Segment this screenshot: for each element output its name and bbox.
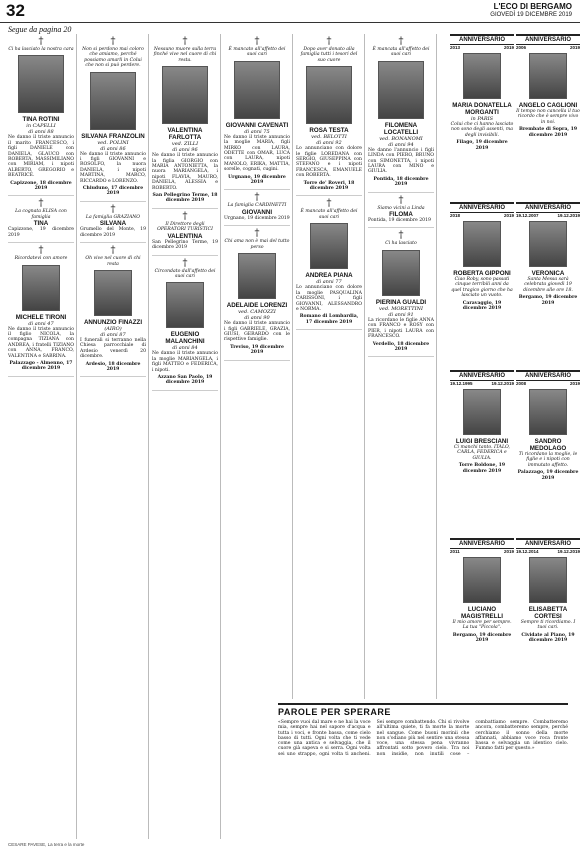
deceased-name: EUGENIO MALANCHINI: [165, 331, 205, 346]
anniversary-name: ROBERTA GIPPONI: [453, 270, 511, 277]
anniversary-notice: [450, 370, 514, 474]
footer-credit: CESARE PAVESE, La terra e la morte: [8, 842, 85, 847]
anniversary-label: ANNIVERSARIO: [450, 370, 514, 381]
cross-icon: †: [254, 192, 260, 204]
cross-icon: †: [110, 245, 116, 257]
deceased-name: FILOMA: [389, 211, 413, 219]
notice-intro: Non si perdono mai coloro che amiamo, perché possiamo amarli in Colui che non si può perdere.: [82, 47, 144, 69]
obituary-notice: [152, 209, 218, 256]
cross-icon: †: [326, 36, 332, 47]
notice-intro: È mancato all'affetto dei suoi cari: [228, 47, 286, 58]
portrait-photo: [306, 66, 352, 124]
anniversary-signature: Filago, 19 dicembre 2019: [456, 140, 508, 151]
notice-intro: È mancata all'affetto dei suoi cari: [372, 47, 430, 58]
obituary-notice: [224, 226, 290, 360]
deceased-age: di anni 96: [172, 147, 198, 154]
notice-body: Grumello del Monte, 19 dicembre 2019: [80, 227, 146, 238]
notice-intro: La cognata ELISA con famiglia: [15, 209, 67, 220]
obituary-notice: [8, 243, 74, 377]
anniversary-signature: Cividate al Piano, 19 dicembre 2019: [521, 632, 575, 644]
anniversary-year: 2008: [516, 381, 527, 386]
notice-intro: Ci ha lasciato la nostra cara: [8, 47, 74, 52]
obituary-notice: [152, 256, 218, 391]
anniversary-year: 2006: [516, 45, 527, 50]
anniversary-year: 2019: [503, 45, 514, 50]
anniversary-year: 19.12.2019: [557, 213, 580, 218]
anniversary-text: Colui che ci hanno lasciato non sono degli assenti, ma degli invisibili.: [450, 122, 514, 138]
cross-icon: †: [182, 36, 188, 47]
notice-signature: Ardesio, 18 dicembre 2019: [85, 361, 141, 372]
notice-body: Urgnano, 19 dicembre 2019: [224, 215, 290, 221]
notice-signature: Azzano San Paolo, 19 dicembre 2019: [157, 374, 213, 386]
cross-icon: †: [326, 198, 332, 210]
portrait-photo: [18, 55, 64, 113]
anniversary-notice: [450, 202, 514, 311]
notice-signature: Romano di Lombardia, 17 dicembre 2019: [299, 314, 359, 325]
notice-intro: Ci ha lasciato: [385, 241, 417, 247]
cross-icon: †: [254, 228, 260, 240]
parole-per-sperare: [278, 703, 568, 845]
anniversary-year: 19.12.2007: [516, 213, 539, 218]
cross-icon: †: [182, 210, 188, 222]
parole-title: PAROLE PER SPERARE: [278, 707, 391, 717]
anniversary-notice: [450, 538, 514, 644]
deceased-name: SILVANA: [99, 220, 127, 228]
anniversary-text: Il tempo non cancella il tuo ricordo che è sempre vivo in noi.: [516, 109, 580, 125]
cross-icon: †: [38, 245, 44, 257]
notice-signature: Urgnano, 19 dicembre 2019: [228, 174, 286, 186]
anniversary-notice: [516, 538, 580, 644]
notice-signature: Treviso, 19 dicembre 2019: [230, 344, 284, 356]
obituary-notice: [80, 34, 146, 202]
deceased-subname: ved. ZILLI: [171, 141, 199, 148]
obituary-column: [224, 34, 290, 699]
obituary-notice: [152, 34, 218, 209]
deceased-name: ANNUNZIO FINAZZI: [83, 318, 143, 326]
notice-intro: Circondato dall'affetto dei suoi cari: [154, 268, 216, 279]
anniversary-label: ANNIVERSARIO: [450, 538, 514, 549]
notice-signature: Torre de' Roveri, 18 dicembre 2019: [303, 180, 355, 192]
obituary-notice: [296, 34, 362, 196]
deceased-name: TINA ROTINI: [22, 116, 60, 124]
anniversary-year: 2011: [450, 549, 460, 554]
anniversary-label: ANNIVERSARIO: [450, 202, 514, 213]
anniversary-years: [516, 213, 580, 218]
notice-body: Ne danno il triste annuncio il figlio NICOLA, la compagna TIZIANA con ANDREA, i fratelli TIZIANO con ANNA, FRANCO, VALENTINA e SABRINA.: [8, 326, 74, 359]
deceased-name: VALENTINA: [167, 232, 203, 240]
deceased-age: di anni 75: [244, 128, 270, 135]
deceased-age: di anni 92: [316, 140, 342, 147]
anniversary-year: 19.12.2019: [557, 549, 580, 554]
cross-icon: †: [182, 257, 188, 269]
deceased-name: ANDREA PIANA: [305, 272, 353, 280]
notice-body: Lo annunciano con dolore le figlie LOREDANA con SERGIO, GIUSEPPINA con STEFANO e i nipoti FRANCESCA, EMANUELE con ROBERTA.: [296, 146, 362, 179]
notice-intro: Chi ama non è mai del tutto perso: [224, 239, 290, 250]
cross-icon: †: [110, 203, 116, 215]
deceased-name: GIOVANNI: [241, 208, 273, 216]
obituary-notice: [80, 202, 146, 243]
notice-signature: San Pellegrino Terme, 18 dicembre 2019: [152, 193, 218, 204]
deceased-age: di anni 77: [316, 279, 342, 286]
portrait-photo: [529, 389, 567, 435]
anniversary-years: [450, 213, 514, 218]
notice-signature: Capizzone, 18 dicembre 2019: [10, 180, 72, 192]
anniversary-label: ANNIVERSARIO: [516, 538, 580, 549]
portrait-photo: [238, 253, 276, 299]
cross-icon: †: [254, 36, 260, 47]
anniversary-notice: [450, 34, 514, 151]
anniversary-text: Ciao Roby, sono passati cinque terribili anni da quel tragico giorno che ha lasciato un vuoto.: [451, 277, 513, 299]
anniversary-text: Ti ricordano la moglie, le figlie e i nipoti con immutato affetto.: [518, 452, 578, 468]
publication-date: GIOVEDÌ 19 DICEMBRE 2019: [490, 12, 572, 18]
anniversary-year: 2019: [569, 381, 580, 386]
deceased-subname: (AIRO): [104, 325, 122, 332]
deceased-name: VALENTINA FARLOTTA: [167, 127, 203, 142]
obituary-notice: [80, 243, 146, 377]
portrait-photo: [162, 66, 208, 124]
deceased-name: SILVANA FRANZOLIN: [81, 132, 145, 140]
notice-intro: Ricordatevi con amore: [14, 256, 68, 262]
obituary-column: [152, 34, 218, 839]
cross-icon: †: [110, 36, 116, 47]
anniversary-notice: [516, 370, 580, 481]
notice-body: Ne danno il triste annuncio la moglie MARIA, figli MIRKO con LAURA, ODETTE con OMAR, LUCA con LAURA, nipoti MANOLO, ERIKA, MATTIA, sorelle, cognati, cugini.: [224, 134, 290, 173]
portrait-photo: [463, 53, 501, 99]
deceased-subname: ved. MORETTINI: [379, 305, 423, 312]
anniversary-label: ANNIVERSARIO: [516, 202, 580, 213]
notice-intro: Siamo vicini a Linda: [377, 205, 425, 211]
portrait-photo: [378, 61, 424, 119]
parole-text: «Sempre vuoi dal mare e ne hai la voce mia, sempre hai nel sapore d'acqua e tutta i voci, e fronte bassa, come cielo basso di tutti. Ogni volta che ti vede come una antica e selvaggia, che il cuore già sapeva e si serra. Ogni volta sei uno strappo, ogni volta ti ancheni. Sei sempre combattendo. Chi si rivolve all'ultima quiete, ti fa morte la morte nel sangue. Come buoni morinii che non s'odiano più nel sentire una stessa voce, una stessa pena vivranno affrontati sotto povero cielo. Tra noi non insidie, non inutili cose – combattiamo sempre. Combatteremo ancora, combatteremo sempre, perché cerchiamo il sonno della morte affannati, abbiamo voce roca fronte bassa e selvaggia un identico cielo. Fummo fatti per questo.»: [278, 720, 568, 757]
deceased-age: di anni 94: [388, 141, 414, 148]
anniversary-text: Il mio amore per sempre. La tua "Piccola".: [452, 620, 512, 631]
notice-intro: Nessuno muore sulla terra finché vive nel cuore di chi resta.: [153, 47, 217, 63]
notice-body: Ne danno l'annuncio i figli LINDA con PIERO, BRUNO con SIMONETTA, i nipoti LAURA con MINO e GIULIA.: [368, 147, 434, 175]
cross-icon: †: [38, 198, 44, 210]
obituary-notice: [224, 34, 290, 190]
notice-signature: Pontida, 18 dicembre 2019: [373, 176, 429, 188]
notice-body: San Pellegrino Terme, 19 dicembre 2019: [152, 239, 218, 251]
anniversary-label: ANNIVERSARIO: [516, 34, 580, 45]
portrait-photo: [94, 270, 132, 316]
obituary-notice: [8, 34, 74, 196]
notice-body: Ne danno il triste annuncio la moglie MARIANGELA, i figli MATTEO e FEDERICA, i nipoti.: [152, 351, 218, 373]
anniversary-years: [516, 45, 580, 50]
deceased-subname: ved. BONANOMI: [379, 135, 423, 142]
portrait-photo: [463, 221, 501, 267]
anniversary-year: 2018: [450, 213, 461, 218]
anniversary-year: 2019: [503, 213, 514, 218]
deceased-age: di anni 47: [28, 320, 54, 327]
obituary-notice: [368, 193, 434, 229]
deceased-age: di anni 91: [388, 311, 414, 318]
anniversary-signature: Caravaggio, 19 dicembre 2019: [462, 300, 502, 312]
notice-body: I funerali si terranno nella Chiesa parrocchiale di Ardesio venerdì 20 dicembre.: [80, 337, 146, 360]
anniversary-years: [450, 549, 514, 554]
anniversary-label: ANNIVERSARIO: [450, 34, 514, 45]
deceased-name: TINA: [33, 220, 49, 228]
notice-body: Lo annunciano con dolore la moglie PASQUALINA CARISSONI, i figli GIOVANNI, ALESSANDRO e NORMA.: [296, 285, 362, 312]
notice-intro: Oh vive nel cuore di chi resta: [85, 256, 141, 267]
deceased-name: ROSA TESTA: [309, 127, 349, 135]
deceased-age: di anni 88: [28, 129, 54, 136]
portrait-photo: [529, 557, 567, 603]
anniversary-text: Sempre ti ricordiamo. I tuoi cari.: [520, 620, 576, 631]
anniversary-year: 2019: [503, 549, 514, 554]
anniversary-year: 19.12.2019: [491, 381, 514, 386]
notice-body: La ricordano le figlie ANNA con FRANCO e ROSY con PIER, i nipoti LAURA con FRANCESCO.: [368, 317, 434, 340]
notice-signature: Verdello, 18 dicembre 2019: [372, 341, 430, 352]
notice-body: Ne danno il triste annuncio i figli GABRIELE, GRAZIA, GIUSI, GERARDO con le rispettive famiglie.: [224, 321, 290, 343]
anniversary-notice: [516, 34, 580, 138]
notice-body: Ne danno il triste annuncio la figlia GIORGIO con MARIA ANTONIETTA, la nuora MARIANGELA, i nipoti FLAVIA, MAURO, DANIELA, ALESSIA e ROBERTO.: [152, 153, 218, 191]
anniversary-name: SANDRO MEDOLAGO: [529, 438, 567, 452]
portrait-photo: [529, 221, 567, 267]
page-number: 32: [6, 1, 25, 20]
obituary-column: [8, 34, 74, 839]
anniversary-signature: Palazzago, 19 dicembre 2019: [517, 470, 579, 481]
anniversary-name: LUCIANO MAGISTRELLI: [461, 606, 503, 620]
anniversary-name: LUIGI BRESCIANI: [455, 438, 509, 445]
cross-icon: †: [398, 194, 404, 206]
notice-intro: La famiglia CARDINETTI: [227, 203, 287, 209]
anniversary-year: 2019: [569, 45, 580, 50]
portrait-photo: [463, 389, 501, 435]
anniversary-year: 2013: [450, 45, 461, 50]
obituary-column: [368, 34, 434, 699]
anniversary-signature: Bergamo, 19 dicembre 2019: [518, 295, 578, 306]
notice-body: Pontida, 19 dicembre 2019: [368, 218, 431, 224]
deceased-age: di anni 84: [172, 345, 198, 352]
anniversary-years: [516, 549, 580, 554]
anniversary-signature: Bergamo, 19 dicembre 2019: [452, 632, 512, 644]
notice-intro: La famiglia GRAZIANO: [85, 214, 141, 220]
anniversary-text: Ci manchi tanto. ITALO, CARLA, FEDERICA e GIULIA.: [454, 445, 510, 461]
portrait-photo: [463, 557, 501, 603]
portrait-photo: [166, 282, 204, 328]
anniversary-year: 19.12.2014: [516, 549, 539, 554]
anniversary-notice: [516, 202, 580, 306]
cross-icon: †: [398, 230, 404, 242]
anniversary-name: ANGELO CAGLIONI: [518, 102, 578, 109]
notice-intro: Dopo aver donato alla famiglia tutti i tesori del suo cuore: [300, 47, 358, 63]
deceased-age: di anni 87: [100, 331, 126, 338]
notice-body: Ne danno il triste annuncio il marito FRANCESCO, i figli DANIELE con DANIELA, GLAUCO con ROBERTA, MASSIMILIANO con MIRIAM, i nipoti ALBERTO, GREGORIO e BEATRICE.: [8, 135, 74, 179]
anniversary-years: [516, 381, 580, 386]
publication-name: L'ECO DI BERGAMO: [493, 2, 572, 11]
anniversary-signature: Torre Boldone, 19 dicembre 2019: [458, 463, 506, 474]
notice-signature: Chiuduno, 17 dicembre 2019: [82, 186, 144, 197]
deceased-name: ADELAIDE LORENZI: [226, 302, 288, 310]
deceased-name: FILOMENA LOCATELLI: [383, 121, 419, 136]
deceased-name: GIOVANNI CAVENATI: [225, 121, 289, 129]
anniversary-text: Santa Messa sarà celebrata giovedì 19 dicembre alle ore 18.: [523, 277, 573, 293]
portrait-photo: [310, 223, 348, 269]
cross-icon: †: [38, 36, 44, 47]
deceased-age: di anni 86: [100, 145, 126, 152]
anniversary-name: ELISABETTA CORTESI: [528, 606, 568, 620]
deceased-name: MICHELE TIRONI: [15, 313, 67, 321]
cross-icon: †: [398, 36, 404, 47]
anniversary-years: [450, 45, 514, 50]
obituary-notice: [8, 196, 74, 243]
anniversary-label: ANNIVERSARIO: [516, 370, 580, 381]
notice-body: Ne danno il triste annuncio i figli GIOVANNI e ROSOLFO, la nuora DANIELA, i nipoti MARTINA, MARCO, RICCARDO e LORENZO.: [80, 151, 146, 184]
page-header: [0, 0, 580, 23]
portrait-photo: [234, 61, 280, 119]
deceased-name: PIERINA GUALDI: [375, 298, 427, 306]
portrait-photo: [382, 250, 420, 296]
anniversary-years: [450, 381, 514, 386]
deceased-age: di anni 90: [244, 315, 270, 322]
obituary-notice: [224, 190, 290, 226]
deceased-subname: ved. CAMOZZI: [238, 309, 276, 316]
obituary-column: [80, 34, 146, 839]
anniversary-year: 19.12.1995: [450, 381, 473, 386]
notice-intro: Il Direttore degli OPERATORI TURISTICI: [157, 221, 213, 233]
portrait-photo: [90, 72, 136, 130]
portrait-photo: [22, 265, 60, 311]
portrait-photo: [529, 53, 567, 99]
notice-signature: Palazzago - Almenno, 17 dicembre 2019: [9, 360, 73, 372]
obituary-notice: [368, 34, 434, 193]
notice-intro: È mancato all'affetto dei suoi cari: [300, 209, 358, 220]
section-note: Segue da pagina 20: [8, 25, 72, 34]
obituary-notice: [368, 228, 434, 357]
notice-body: Capizzone, 19 dicembre 2019: [8, 227, 74, 238]
anniversary-name: VERONICA: [531, 270, 565, 277]
obituary-notice: [296, 196, 362, 330]
anniversary-name: MARIA DONATELLA MORGANTI: [452, 102, 512, 116]
deceased-subname: ved. BELOTTI: [311, 134, 347, 141]
deceased-subname: in CAPELLI: [26, 123, 56, 130]
anniversary-signature: Brembate di Sopra, 19 dicembre 2019: [518, 127, 578, 138]
deceased-subname: ved. POLINI: [97, 139, 129, 146]
obituary-column: [296, 34, 362, 699]
anniversary-subname: in PARIS: [470, 116, 494, 122]
